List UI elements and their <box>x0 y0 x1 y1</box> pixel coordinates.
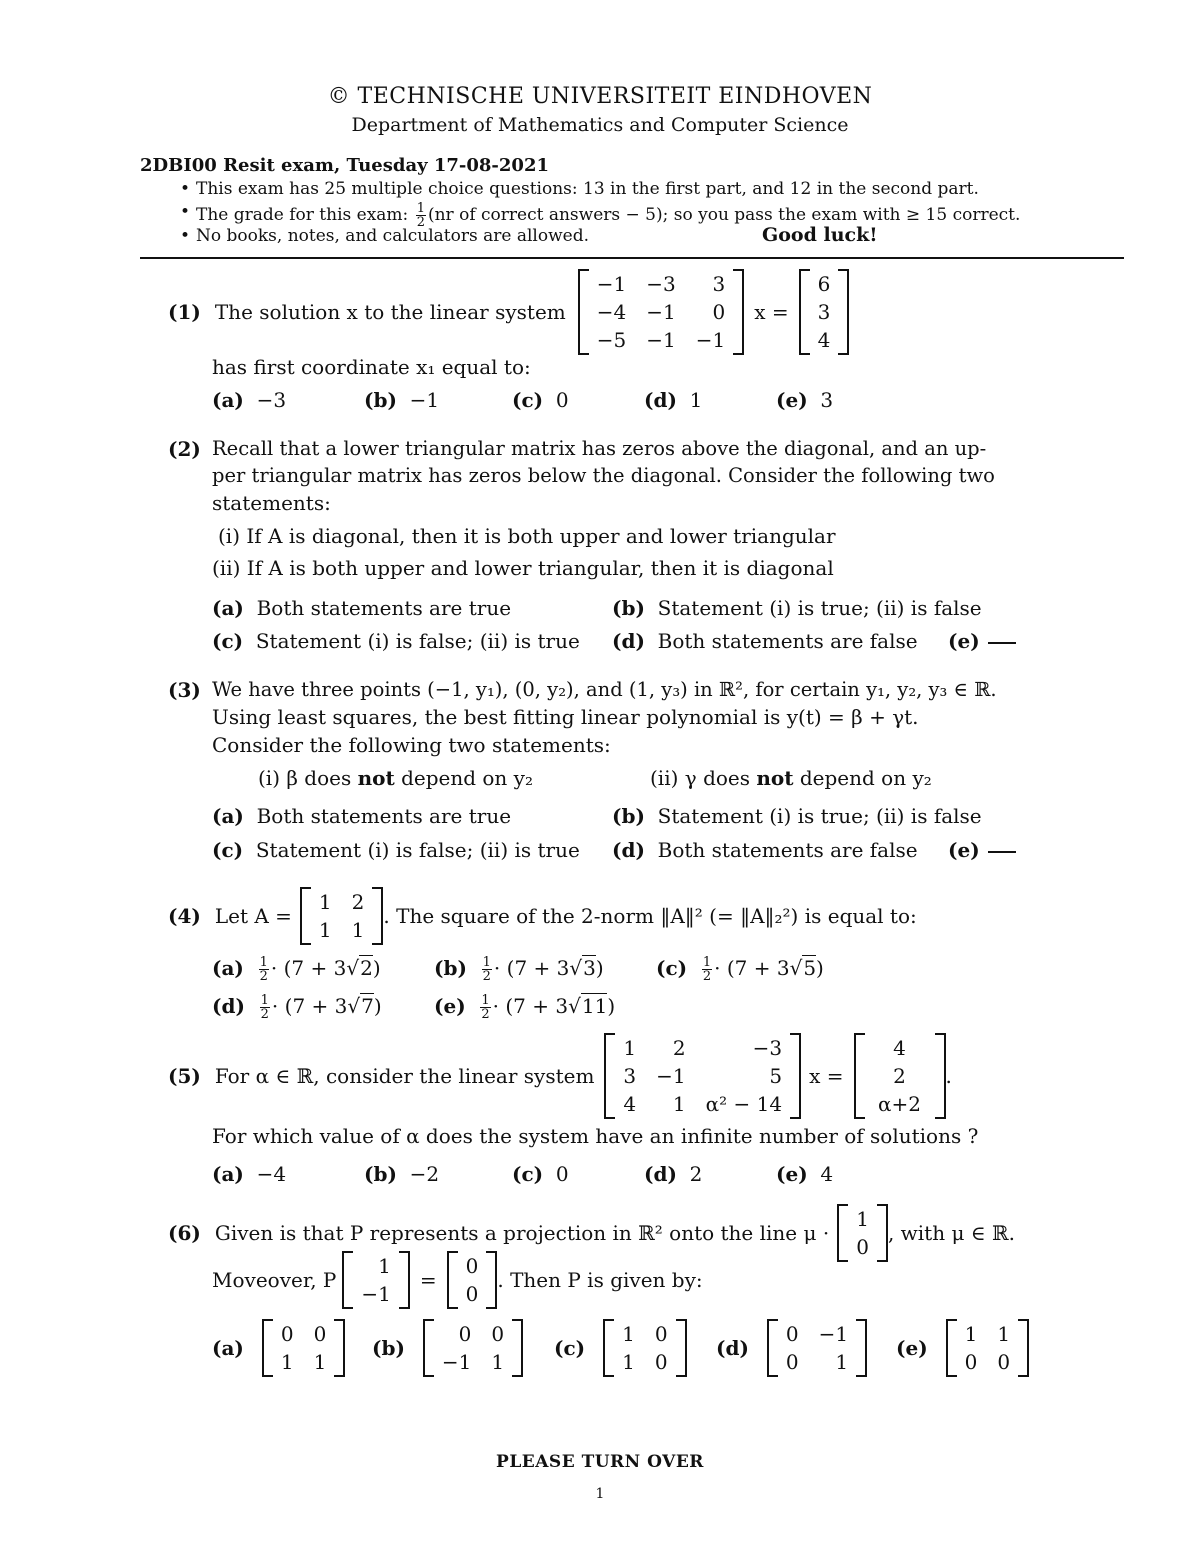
q6-vec3-cell: 0 <box>465 1254 479 1278</box>
q4-option-d[interactable]: (d) $\frac{1}{2}$ · (7 + 3√7) <box>212 993 382 1022</box>
q2-statement-1: (i) If A is diagonal, then it is both upper and lower triangular <box>218 524 836 548</box>
q6-moreover: Moveover, P <box>212 1268 337 1292</box>
q6-line-vector <box>837 1204 888 1262</box>
q5-matrix-cell: 3 <box>623 1064 637 1088</box>
q3-number: (3) <box>168 678 201 702</box>
q6-option-a-cell: 0 <box>313 1322 327 1346</box>
q4-matrix <box>300 887 383 945</box>
q2-option-e[interactable]: (e) <box>948 629 1016 653</box>
q6-text-end: , with μ ∈ ℝ. <box>887 1221 1015 1245</box>
q4-option-b[interactable]: (b) $\frac{1}{2}$ · (7 + 3√3) <box>434 955 604 984</box>
q5-dot: . <box>945 1064 952 1088</box>
q6-vector-2 <box>342 1251 409 1309</box>
q5-number: (5) <box>168 1064 201 1088</box>
exam-title: 2DBI00 Resit exam, Tuesday 17-08-2021 <box>140 155 549 176</box>
q6-option-b-cell: −1 <box>441 1350 472 1374</box>
q6-option-e-cell: 1 <box>964 1322 978 1346</box>
q6-option-e-cell: 0 <box>964 1350 978 1374</box>
q3-line-1: We have three points (−1, y₁), (0, y₂), and (1, y₃) in ℝ², for certain y₁, y₂, y₃ ∈ ℝ. <box>212 678 997 701</box>
q5-matrix-cell: −1 <box>656 1064 686 1088</box>
q1-matrix-cell: 0 <box>712 300 726 324</box>
q5-matrix-cell: −3 <box>752 1036 783 1060</box>
q4-option-a[interactable]: (a) $\frac{1}{2}$ · (7 + 3√2) <box>212 955 381 984</box>
q1-matrix-cell: 3 <box>712 272 726 296</box>
q2-statement-2: (ii) If A is both upper and lower triangular, then it is diagonal <box>212 556 834 580</box>
q4-matrix-cell: 1 <box>318 918 332 942</box>
q3-option-c[interactable]: (c) Statement (i) is false; (ii) is true <box>212 838 580 862</box>
q5-text: For α ∈ ℝ, consider the linear system <box>214 1064 595 1088</box>
q6-number: (6) <box>168 1221 201 1245</box>
q6-vec2-cell: 1 <box>378 1254 391 1278</box>
q6-vector-3 <box>447 1251 498 1309</box>
q6-then: . Then P is given by: <box>497 1268 703 1292</box>
q1-rhs-cell: 6 <box>817 272 831 296</box>
q5-rhs-cell: 4 <box>893 1036 906 1060</box>
q5-option-b[interactable]: (b) −2 <box>364 1162 440 1186</box>
q3-option-b[interactable]: (b) Statement (i) is true; (ii) is false <box>612 804 982 828</box>
q5-option-c[interactable]: (c) 0 <box>512 1162 569 1186</box>
q1-line <box>168 268 849 356</box>
q1-matrix-cell: −1 <box>596 272 627 296</box>
q2-option-d[interactable]: (d) Both statements are false <box>612 629 918 653</box>
q6-option-d-cell: 0 <box>785 1322 799 1346</box>
q4-option-e[interactable]: (e) $\frac{1}{2}$ · (7 + 3√11) <box>434 993 616 1022</box>
q6-text: Given is that P represents a projection in ℝ² onto the line μ · <box>214 1221 830 1245</box>
please-turn-over: PLEASE TURN OVER <box>496 1452 704 1472</box>
q1-x-eq: x = <box>754 300 789 324</box>
bullet-3: • No books, notes, and calculators are allowed. <box>196 226 589 246</box>
q3-option-a[interactable]: (a) Both statements are true <box>212 804 512 828</box>
q1-matrix-cell: −4 <box>596 300 627 324</box>
q4-matrix-cell: 2 <box>351 890 365 914</box>
q1-matrix-cell: −5 <box>596 328 627 352</box>
q5-line <box>168 1032 952 1120</box>
q1-option-b[interactable]: (b) −1 <box>364 388 440 412</box>
q2-line-1: Recall that a lower triangular matrix has zeros above the diagonal, and an up- <box>212 437 987 460</box>
q5-matrix-cell: 4 <box>623 1092 637 1116</box>
q2-option-b[interactable]: (b) Statement (i) is true; (ii) is false <box>612 596 982 620</box>
header-rule <box>140 257 1124 259</box>
q3-line-2: Using least squares, the best fitting linear polynomial is y(t) = β + γt. <box>212 705 919 729</box>
q2-line-3: statements: <box>212 491 331 515</box>
q5-option-e[interactable]: (e) 4 <box>776 1162 834 1186</box>
q1-rhs-cell: 3 <box>817 300 831 324</box>
q6-option-a-cell: 1 <box>280 1350 294 1374</box>
q6-option-d-cell: 1 <box>835 1350 849 1374</box>
q5-x-eq: x = <box>809 1064 844 1088</box>
department-name: Department of Mathematics and Computer Science <box>351 114 849 136</box>
q4-matrix-cell: 1 <box>318 890 332 914</box>
q1-option-e[interactable]: (e) 3 <box>776 388 834 412</box>
q5-matrix-cell: 2 <box>672 1036 686 1060</box>
q5-matrix-cell: 1 <box>672 1092 686 1116</box>
q1-option-a[interactable]: (a) −3 <box>212 388 287 412</box>
q5-matrix-cell: 5 <box>769 1064 783 1088</box>
q1-matrix-cell: −1 <box>646 328 676 352</box>
q6-option-d-cell: 0 <box>785 1350 799 1374</box>
q5-matrix <box>604 1033 801 1119</box>
q6-option-d[interactable]: (d) 0 −1 0 1 <box>716 1318 867 1378</box>
q6-vec-cell: 0 <box>856 1235 869 1259</box>
q1-rhs-cell: 4 <box>817 328 831 352</box>
q5-rhs-cell: α+2 <box>878 1092 921 1116</box>
q6-option-b-cell: 1 <box>491 1350 505 1374</box>
q5-text2: For which value of α does the system have an infinite number of solutions ? <box>212 1124 979 1148</box>
q1-text: The solution x to the linear system <box>214 300 566 324</box>
q6-vec-cell: 1 <box>856 1207 869 1231</box>
q4-text: . The square of the 2-norm ‖A‖² (= ‖A‖₂²) is equal to: <box>383 904 917 928</box>
q5-matrix-cell: α² − 14 <box>705 1092 783 1116</box>
q6-option-c-cell: 1 <box>622 1322 635 1346</box>
q4-option-c[interactable]: (c) $\frac{1}{2}$ · (7 + 3√5) <box>656 955 824 984</box>
q4-number: (4) <box>168 904 201 928</box>
bullet-2-rest: (nr of correct answers − 5); so you pass the exam with ≥ 15 correct. <box>427 205 1021 225</box>
bullet-2-text: The grade for this exam: <box>196 205 409 225</box>
page-number: 1 <box>595 1486 605 1502</box>
q6-option-b-cell: 0 <box>458 1322 472 1346</box>
q1-text2: has first coordinate x₁ equal to: <box>212 355 531 379</box>
q5-matrix-cell: 1 <box>623 1036 637 1060</box>
university-name: © TECHNISCHE UNIVERSITEIT EINDHOVEN <box>327 84 873 109</box>
q2-number: (2) <box>168 437 201 461</box>
q6-option-c-cell: 0 <box>654 1322 668 1346</box>
q1-option-c[interactable]: (c) 0 <box>512 388 569 412</box>
q3-option-d[interactable]: (d) Both statements are false <box>612 838 918 862</box>
q5-option-a[interactable]: (a) −4 <box>212 1162 287 1186</box>
q3-statement-1: (i) β does not depend on y₂ <box>258 766 533 790</box>
q5-rhs <box>854 1033 946 1119</box>
q2-line-2: per triangular matrix has zeros below the diagonal. Consider the following two <box>212 464 995 487</box>
q6-option-a-cell: 0 <box>280 1322 294 1346</box>
q1-matrix-cell: −3 <box>646 272 676 296</box>
q4-matrix-cell: 1 <box>351 918 365 942</box>
q6-option-e-cell: 1 <box>997 1322 1011 1346</box>
bullet-1: • This exam has 25 multiple choice questions: 13 in the first part, and 12 in the second part. <box>196 179 979 199</box>
grade-fraction: $\frac{1}{2}$ <box>416 201 425 230</box>
q6-option-b[interactable]: (b) 0 0 −1 1 <box>372 1318 523 1378</box>
q6-option-c-cell: 1 <box>622 1350 635 1374</box>
q5-option-d[interactable]: (d) 2 <box>644 1162 703 1186</box>
good-luck: Good luck! <box>762 224 878 246</box>
q3-option-e[interactable]: (e) <box>948 838 1016 862</box>
q6-option-b-cell: 0 <box>491 1322 505 1346</box>
q4-let: Let A = <box>214 904 292 928</box>
q6-vec3-cell: 0 <box>465 1282 479 1306</box>
q3-line-3: Consider the following two statements: <box>212 733 611 757</box>
q6-vec2-cell: −1 <box>361 1282 391 1306</box>
q6-option-c[interactable]: (c) 1 0 1 0 <box>554 1318 687 1378</box>
q1-matrix <box>578 269 744 355</box>
q2-option-a[interactable]: (a) Both statements are true <box>212 596 512 620</box>
q4-line <box>168 886 917 946</box>
q1-matrix-cell: −1 <box>695 328 726 352</box>
q6-option-e-cell: 0 <box>997 1350 1011 1374</box>
q3-statement-2: (ii) γ does not depend on y₂ <box>650 766 932 790</box>
q1-option-d[interactable]: (d) 1 <box>644 388 703 412</box>
q1-rhs <box>799 269 850 355</box>
q6-line-2 <box>212 1252 703 1308</box>
q5-rhs-cell: 2 <box>893 1064 906 1088</box>
q6-option-d-cell: −1 <box>818 1322 849 1346</box>
q6-option-a-cell: 1 <box>313 1350 327 1374</box>
q1-matrix-cell: −1 <box>646 300 676 324</box>
q6-option-c-cell: 0 <box>654 1350 668 1374</box>
q1-number: (1) <box>168 300 201 324</box>
q6-option-a[interactable]: (a) 0 0 1 1 <box>212 1318 345 1378</box>
bullet-2 <box>196 202 1020 229</box>
q2-option-c[interactable]: (c) Statement (i) is false; (ii) is true <box>212 629 580 653</box>
q6-option-e[interactable]: (e) 1 1 0 0 <box>896 1318 1029 1378</box>
q6-eq: = <box>419 1268 437 1292</box>
